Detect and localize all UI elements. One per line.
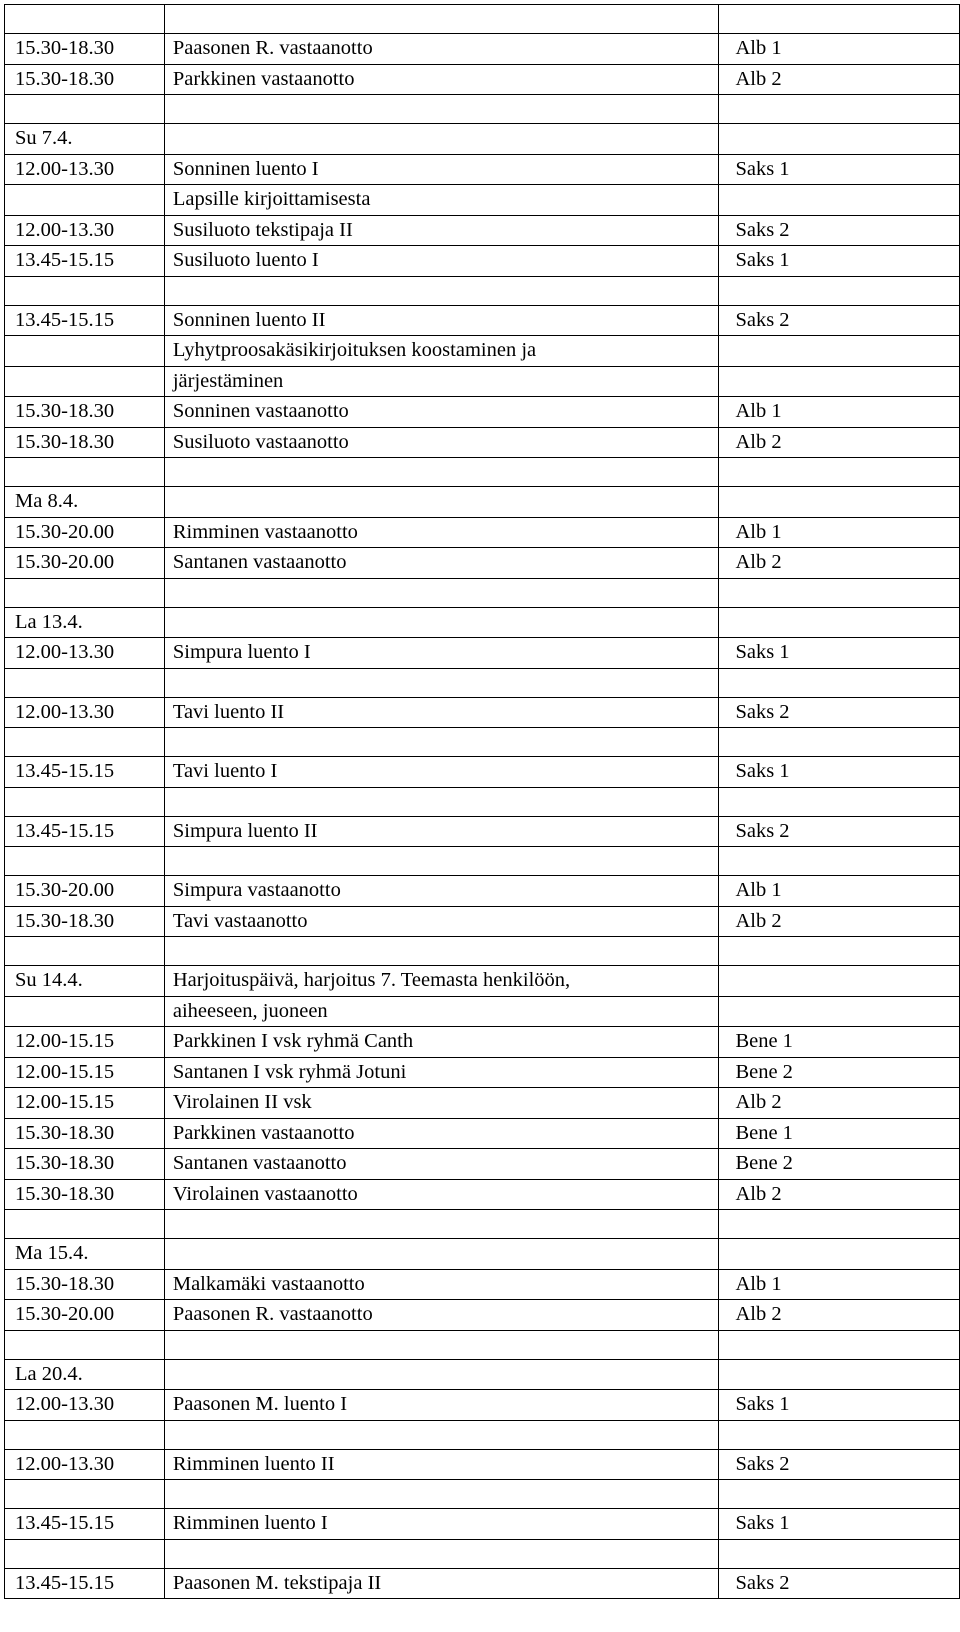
room-cell xyxy=(719,668,960,697)
table-row xyxy=(5,336,960,367)
time-cell: 12.00-13.30 xyxy=(5,154,165,185)
table-row xyxy=(5,1239,960,1270)
room-cell xyxy=(719,728,960,757)
table-row xyxy=(5,427,960,458)
room-cell: Saks 1 xyxy=(719,246,960,277)
time-cell: Ma 8.4. xyxy=(5,487,165,518)
room-cell: Bene 2 xyxy=(719,1057,960,1088)
time-cell: La 20.4. xyxy=(5,1359,165,1390)
room-cell xyxy=(719,996,960,1027)
room-cell: Alb 1 xyxy=(719,34,960,65)
table-row xyxy=(5,64,960,95)
room-cell xyxy=(719,578,960,607)
table-row xyxy=(5,487,960,518)
room-cell: Saks 1 xyxy=(719,154,960,185)
time-cell: 13.45-15.15 xyxy=(5,1509,165,1540)
time-cell: 15.30-18.30 xyxy=(5,427,165,458)
time-cell xyxy=(5,847,165,876)
event-cell: aiheeseen, juoneen xyxy=(164,996,719,1027)
time-cell xyxy=(5,787,165,816)
table-row xyxy=(5,215,960,246)
event-cell: Parkkinen I vsk ryhmä Canth xyxy=(164,1027,719,1058)
time-cell: 12.00-15.15 xyxy=(5,1027,165,1058)
table-row xyxy=(5,154,960,185)
room-cell: Alb 2 xyxy=(719,1300,960,1331)
table-row xyxy=(5,876,960,907)
room-cell: Alb 2 xyxy=(719,548,960,579)
time-cell: 15.30-20.00 xyxy=(5,876,165,907)
table-row xyxy=(5,5,960,34)
table-row xyxy=(5,517,960,548)
table-row xyxy=(5,1088,960,1119)
table-row xyxy=(5,1509,960,1540)
room-cell: Alb 2 xyxy=(719,64,960,95)
table-row xyxy=(5,1449,960,1480)
event-cell xyxy=(164,487,719,518)
event-cell xyxy=(164,1359,719,1390)
event-cell xyxy=(164,1330,719,1359)
table-row xyxy=(5,757,960,788)
event-cell: Rimminen vastaanotto xyxy=(164,517,719,548)
table-row xyxy=(5,578,960,607)
event-cell xyxy=(164,668,719,697)
table-row xyxy=(5,728,960,757)
time-cell xyxy=(5,996,165,1027)
time-cell xyxy=(5,458,165,487)
time-cell xyxy=(5,276,165,305)
event-cell xyxy=(164,5,719,34)
room-cell xyxy=(719,937,960,966)
table-row xyxy=(5,95,960,124)
event-cell xyxy=(164,95,719,124)
room-cell: Alb 2 xyxy=(719,906,960,937)
room-cell xyxy=(719,787,960,816)
event-cell: Paasonen M. tekstipaja II xyxy=(164,1568,719,1599)
room-cell xyxy=(719,366,960,397)
event-cell: Simpura luento I xyxy=(164,638,719,669)
room-cell: Alb 2 xyxy=(719,1179,960,1210)
table-row xyxy=(5,34,960,65)
table-row xyxy=(5,366,960,397)
room-cell xyxy=(719,1239,960,1270)
event-cell: Paasonen R. vastaanotto xyxy=(164,1300,719,1331)
room-cell xyxy=(719,1210,960,1239)
time-cell: 12.00-13.30 xyxy=(5,1449,165,1480)
time-cell: 12.00-13.30 xyxy=(5,697,165,728)
event-cell: Tavi vastaanotto xyxy=(164,906,719,937)
event-cell xyxy=(164,787,719,816)
event-cell: Paasonen M. luento I xyxy=(164,1390,719,1421)
table-row xyxy=(5,124,960,155)
room-cell: Saks 1 xyxy=(719,638,960,669)
event-cell xyxy=(164,1239,719,1270)
time-cell: 13.45-15.15 xyxy=(5,816,165,847)
event-cell xyxy=(164,1210,719,1239)
time-cell: 12.00-15.15 xyxy=(5,1088,165,1119)
room-cell xyxy=(719,1330,960,1359)
table-row xyxy=(5,185,960,216)
event-cell xyxy=(164,276,719,305)
event-cell: Virolainen vastaanotto xyxy=(164,1179,719,1210)
room-cell xyxy=(719,185,960,216)
time-cell: 13.45-15.15 xyxy=(5,1568,165,1599)
table-row xyxy=(5,458,960,487)
event-cell: Virolainen II vsk xyxy=(164,1088,719,1119)
table-row xyxy=(5,1480,960,1509)
event-cell xyxy=(164,578,719,607)
event-cell: Sonninen luento I xyxy=(164,154,719,185)
time-cell: 12.00-13.30 xyxy=(5,215,165,246)
time-cell xyxy=(5,728,165,757)
event-cell xyxy=(164,847,719,876)
time-cell xyxy=(5,5,165,34)
table-row xyxy=(5,1118,960,1149)
room-cell: Saks 1 xyxy=(719,1390,960,1421)
event-cell xyxy=(164,1539,719,1568)
table-row xyxy=(5,397,960,428)
time-cell: 12.00-15.15 xyxy=(5,1057,165,1088)
table-row xyxy=(5,246,960,277)
event-cell: Santanen I vsk ryhmä Jotuni xyxy=(164,1057,719,1088)
time-cell xyxy=(5,95,165,124)
room-cell xyxy=(719,847,960,876)
table-row xyxy=(5,787,960,816)
event-cell xyxy=(164,607,719,638)
room-cell: Bene 2 xyxy=(719,1149,960,1180)
room-cell: Saks 2 xyxy=(719,215,960,246)
room-cell: Alb 1 xyxy=(719,397,960,428)
room-cell xyxy=(719,124,960,155)
time-cell: 15.30-18.30 xyxy=(5,1118,165,1149)
event-cell: Susiluoto vastaanotto xyxy=(164,427,719,458)
room-cell: Alb 2 xyxy=(719,427,960,458)
event-cell: Tavi luento II xyxy=(164,697,719,728)
event-cell xyxy=(164,458,719,487)
room-cell: Saks 2 xyxy=(719,697,960,728)
event-cell: Lyhytproosakäsikirjoituksen koostaminen ja xyxy=(164,336,719,367)
time-cell: Su 7.4. xyxy=(5,124,165,155)
schedule-table xyxy=(4,4,960,1599)
table-row xyxy=(5,1027,960,1058)
event-cell xyxy=(164,124,719,155)
table-row xyxy=(5,847,960,876)
table-row xyxy=(5,305,960,336)
table-row xyxy=(5,276,960,305)
event-cell: Harjoituspäivä, harjoitus 7. Teemasta henkilöön, xyxy=(164,966,719,997)
event-cell xyxy=(164,728,719,757)
table-row xyxy=(5,1149,960,1180)
room-cell: Saks 2 xyxy=(719,1449,960,1480)
room-cell: Saks 2 xyxy=(719,816,960,847)
event-cell: Parkkinen vastaanotto xyxy=(164,64,719,95)
time-cell xyxy=(5,1330,165,1359)
time-cell: 15.30-20.00 xyxy=(5,548,165,579)
time-cell: La 13.4. xyxy=(5,607,165,638)
event-cell: Santanen vastaanotto xyxy=(164,1149,719,1180)
room-cell: Alb 2 xyxy=(719,1088,960,1119)
room-cell xyxy=(719,276,960,305)
table-row xyxy=(5,1359,960,1390)
room-cell: Saks 2 xyxy=(719,1568,960,1599)
table-row xyxy=(5,937,960,966)
room-cell: Bene 1 xyxy=(719,1118,960,1149)
time-cell: 15.30-20.00 xyxy=(5,517,165,548)
time-cell xyxy=(5,1480,165,1509)
event-cell: Santanen vastaanotto xyxy=(164,548,719,579)
table-row xyxy=(5,668,960,697)
table-row xyxy=(5,1539,960,1568)
time-cell: 15.30-18.30 xyxy=(5,34,165,65)
event-cell: Paasonen R. vastaanotto xyxy=(164,34,719,65)
room-cell xyxy=(719,1420,960,1449)
room-cell xyxy=(719,1539,960,1568)
event-cell: järjestäminen xyxy=(164,366,719,397)
time-cell: 13.45-15.15 xyxy=(5,305,165,336)
event-cell: Parkkinen vastaanotto xyxy=(164,1118,719,1149)
event-cell: Sonninen luento II xyxy=(164,305,719,336)
table-row xyxy=(5,816,960,847)
time-cell: Ma 15.4. xyxy=(5,1239,165,1270)
event-cell: Malkamäki vastaanotto xyxy=(164,1269,719,1300)
table-row xyxy=(5,966,960,997)
room-cell xyxy=(719,458,960,487)
event-cell: Simpura luento II xyxy=(164,816,719,847)
time-cell xyxy=(5,1420,165,1449)
table-row xyxy=(5,996,960,1027)
table-row xyxy=(5,1210,960,1239)
table-row xyxy=(5,1300,960,1331)
time-cell: 15.30-18.30 xyxy=(5,397,165,428)
time-cell xyxy=(5,578,165,607)
room-cell xyxy=(719,487,960,518)
schedule-body xyxy=(5,5,960,1599)
time-cell xyxy=(5,1539,165,1568)
time-cell xyxy=(5,1210,165,1239)
table-row xyxy=(5,1568,960,1599)
time-cell: 15.30-18.30 xyxy=(5,1269,165,1300)
room-cell: Saks 1 xyxy=(719,1509,960,1540)
event-cell: Rimminen luento II xyxy=(164,1449,719,1480)
time-cell: 15.30-18.30 xyxy=(5,1179,165,1210)
room-cell xyxy=(719,966,960,997)
event-cell xyxy=(164,1480,719,1509)
table-row xyxy=(5,638,960,669)
room-cell: Alb 1 xyxy=(719,1269,960,1300)
time-cell: 15.30-18.30 xyxy=(5,906,165,937)
event-cell: Tavi luento I xyxy=(164,757,719,788)
time-cell: 12.00-13.30 xyxy=(5,1390,165,1421)
event-cell: Rimminen luento I xyxy=(164,1509,719,1540)
table-row xyxy=(5,1179,960,1210)
time-cell xyxy=(5,937,165,966)
room-cell: Saks 1 xyxy=(719,757,960,788)
time-cell: 12.00-13.30 xyxy=(5,638,165,669)
room-cell xyxy=(719,336,960,367)
event-cell xyxy=(164,1420,719,1449)
table-row xyxy=(5,1330,960,1359)
event-cell: Simpura vastaanotto xyxy=(164,876,719,907)
room-cell: Saks 2 xyxy=(719,305,960,336)
time-cell: 15.30-18.30 xyxy=(5,1149,165,1180)
table-row xyxy=(5,697,960,728)
room-cell xyxy=(719,607,960,638)
time-cell xyxy=(5,185,165,216)
table-row xyxy=(5,548,960,579)
event-cell: Sonninen vastaanotto xyxy=(164,397,719,428)
room-cell xyxy=(719,95,960,124)
time-cell xyxy=(5,336,165,367)
table-row xyxy=(5,906,960,937)
event-cell: Lapsille kirjoittamisesta xyxy=(164,185,719,216)
room-cell: Alb 1 xyxy=(719,517,960,548)
event-cell: Susiluoto luento I xyxy=(164,246,719,277)
room-cell xyxy=(719,5,960,34)
room-cell xyxy=(719,1480,960,1509)
table-row xyxy=(5,607,960,638)
table-row xyxy=(5,1390,960,1421)
room-cell xyxy=(719,1359,960,1390)
time-cell: Su 14.4. xyxy=(5,966,165,997)
time-cell xyxy=(5,366,165,397)
event-cell xyxy=(164,937,719,966)
time-cell xyxy=(5,668,165,697)
event-cell: Susiluoto tekstipaja II xyxy=(164,215,719,246)
room-cell: Bene 1 xyxy=(719,1027,960,1058)
table-row xyxy=(5,1420,960,1449)
table-row xyxy=(5,1269,960,1300)
time-cell: 13.45-15.15 xyxy=(5,246,165,277)
room-cell: Alb 1 xyxy=(719,876,960,907)
table-row xyxy=(5,1057,960,1088)
time-cell: 15.30-18.30 xyxy=(5,64,165,95)
time-cell: 15.30-20.00 xyxy=(5,1300,165,1331)
time-cell: 13.45-15.15 xyxy=(5,757,165,788)
